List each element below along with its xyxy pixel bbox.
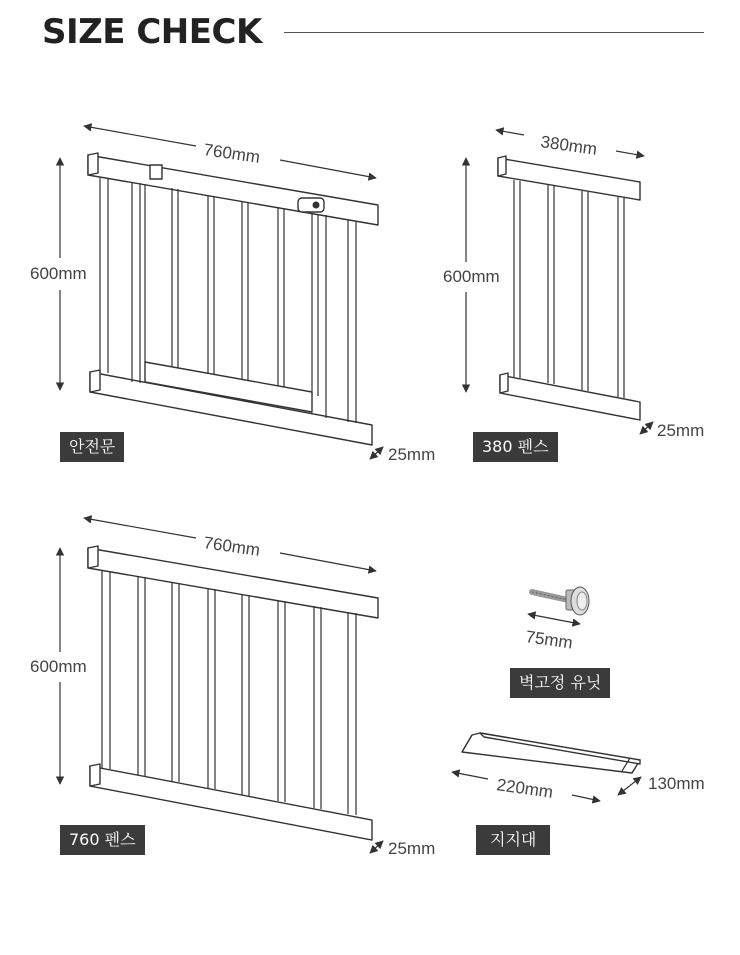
fence760-height-label: 600mm	[30, 657, 87, 676]
wall-unit-length-label: 75mm	[524, 627, 574, 653]
fence380-depth-label: 25mm	[657, 421, 705, 440]
wall-unit-drawing	[528, 587, 589, 624]
fence380-height-label: 600mm	[443, 267, 500, 286]
fence760-depth-label: 25mm	[388, 839, 436, 858]
gate-depth-label: 25mm	[388, 445, 436, 464]
fence760-label: 760 펜스	[60, 825, 145, 855]
fence760-drawing	[60, 518, 383, 853]
wall-unit-label: 벽고정 유닛	[510, 668, 610, 698]
fence380-width-label: 380mm	[539, 132, 599, 159]
fence380-label: 380 펜스	[473, 432, 558, 462]
page-title: SIZE CHECK	[42, 12, 262, 52]
stand-width-label: 130mm	[648, 774, 705, 793]
stand-length-label: 220mm	[495, 775, 555, 802]
fence760-width-label: 760mm	[202, 533, 262, 560]
gate-width-label: 760mm	[202, 140, 262, 167]
gate-height-label: 600mm	[30, 264, 87, 283]
gate-label: 안전문	[60, 432, 124, 462]
stand-label: 지지대	[476, 825, 550, 855]
gate-drawing	[60, 126, 383, 459]
